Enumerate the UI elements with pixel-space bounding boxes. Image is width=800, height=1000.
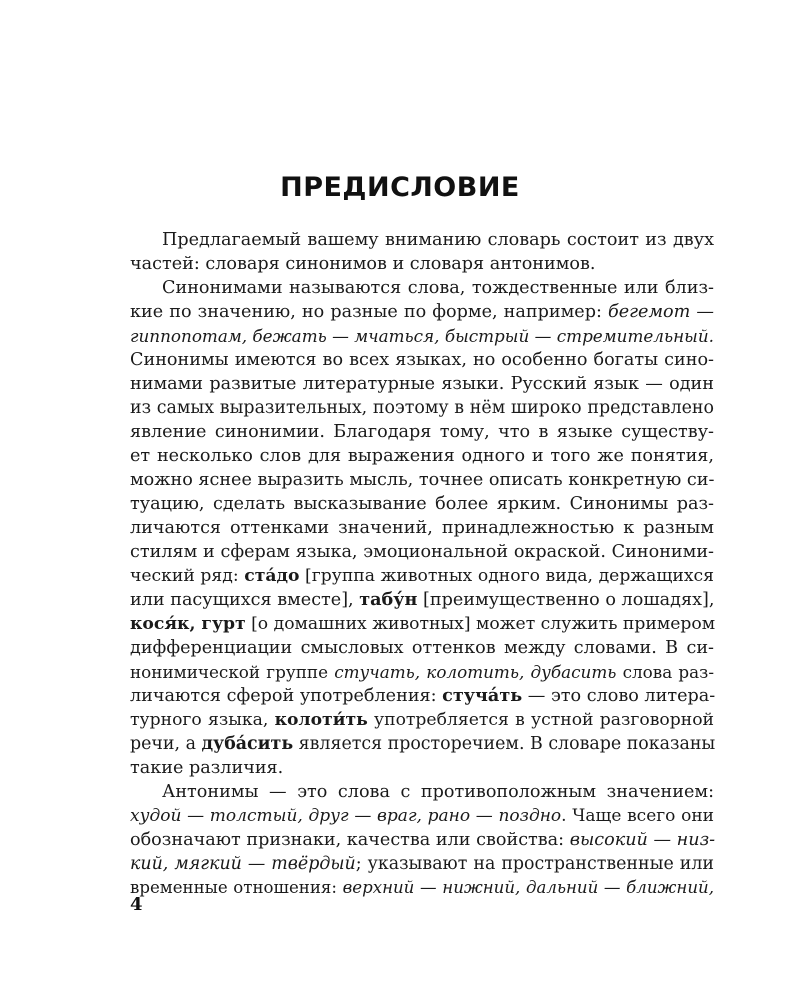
bold-run: табу́н <box>359 589 418 610</box>
bold-run: ста́до <box>244 566 300 586</box>
italic-run: верхний — нижний, дальний — ближний, <box>342 878 714 897</box>
text-line <box>130 444 714 468</box>
text-run: кие по значению, но разные по форме, например: <box>130 302 608 322</box>
text-run: слова раз- <box>616 662 714 682</box>
italic-run: бегемот — <box>608 302 714 322</box>
italic-run: высокий — низ- <box>569 830 716 850</box>
italic-run: гиппопотам, бежать — мчаться, быстрый — стремительный. <box>130 326 714 346</box>
bold-run: стуча́ть <box>442 685 523 706</box>
text-line <box>130 660 714 684</box>
text-run: Синонимами называются слова, тождественные или близ- <box>162 278 714 298</box>
text-run: личаются оттенками значений, принадлежностью к разным <box>130 518 714 538</box>
italic-run: кий, мягкий — твёрдый <box>130 854 356 874</box>
bold-run: кося́к, гурт <box>130 614 246 634</box>
text-run: [группа животных одного вида, держащихся <box>299 566 714 586</box>
text-line <box>130 300 714 324</box>
text-run: явление синонимии. Благодаря тому, что в языке существу- <box>130 422 714 442</box>
text-line <box>130 612 714 636</box>
text-run: стилям и сферам языка, эмоциональной окраской. Синоними- <box>130 542 714 562</box>
text-line <box>130 540 714 564</box>
text-line <box>130 348 714 372</box>
text-run: частей: словаря синонимов и словаря антонимов. <box>130 254 596 274</box>
text-line <box>130 804 714 828</box>
text-run: является просторечием. В словаре показаны <box>293 734 716 754</box>
text-line <box>130 828 714 852</box>
text-run: [преимущественно о лошадях], <box>417 590 715 610</box>
text-line <box>130 396 714 420</box>
text-run: дифференциации смысловых оттенков между словами. В си- <box>130 638 714 658</box>
text-run: Предлагаемый вашему вниманию словарь состоит из двух <box>162 230 714 250</box>
text-line <box>130 780 714 804</box>
text-run: можно яснее выразить мысль, точнее описать конкретную си- <box>130 470 715 490</box>
text-run: — это слово литера- <box>522 686 716 706</box>
text-line <box>130 708 714 732</box>
page-number: 4 <box>130 894 143 915</box>
text-run: такие различия. <box>130 758 284 778</box>
italic-run: худой — толстый, друг — враг, рано — поздно <box>130 806 562 826</box>
text-run: . Чаще всего они <box>561 806 714 826</box>
preface-text <box>130 228 714 900</box>
text-run: нонимической группе <box>130 662 335 682</box>
text-line <box>130 852 714 876</box>
bold-run: колоти́ть <box>274 710 368 730</box>
text-run: нимами развитые литературные языки. Русский язык — один <box>130 374 714 394</box>
text-run: Антонимы — это слова с противоположным значением: <box>162 782 714 802</box>
text-line <box>130 468 714 492</box>
text-line <box>130 228 714 252</box>
text-line <box>130 636 714 660</box>
text-line <box>130 492 714 516</box>
text-line <box>130 372 714 396</box>
text-run: Синонимы имеются во всех языках, но особенно богаты сино- <box>130 350 714 370</box>
text-run: туацию, сделать высказывание более ярким. Синонимы раз- <box>130 494 714 514</box>
text-run: ческий ряд: <box>130 566 245 586</box>
text-run: турного языка, <box>130 710 275 730</box>
text-run: [о домашних животных] может служить примером <box>245 614 716 634</box>
text-line <box>130 324 714 348</box>
italic-run: стучать, колотить, дубасить <box>334 662 617 682</box>
text-run: обозначают признаки, качества или свойства: <box>130 830 570 850</box>
text-line <box>130 756 714 780</box>
text-line <box>130 732 714 756</box>
bold-run: дуба́сить <box>201 734 294 754</box>
text-line <box>130 564 714 588</box>
text-run: ; указывают на пространственные или <box>355 854 714 874</box>
text-run: ет несколько слов для выражения одного и того же понятия, <box>130 446 714 466</box>
text-line <box>130 684 714 708</box>
text-run: речи, а <box>130 734 202 754</box>
page-title: ПРЕДИСЛОВИЕ <box>280 172 520 203</box>
text-line <box>130 516 714 540</box>
text-run: временные отношения: <box>130 878 343 897</box>
text-line <box>130 876 714 900</box>
text-line <box>130 252 714 276</box>
text-line <box>130 588 714 612</box>
text-line <box>130 420 714 444</box>
text-run: употребляется в устной разговорной <box>367 710 714 730</box>
text-line <box>130 276 714 300</box>
text-run: из самых выразительных, поэтому в нём широко представлено <box>130 398 714 418</box>
text-run: или пасущихся вместе], <box>130 590 360 610</box>
text-run: личаются сферой употребления: <box>130 686 443 706</box>
